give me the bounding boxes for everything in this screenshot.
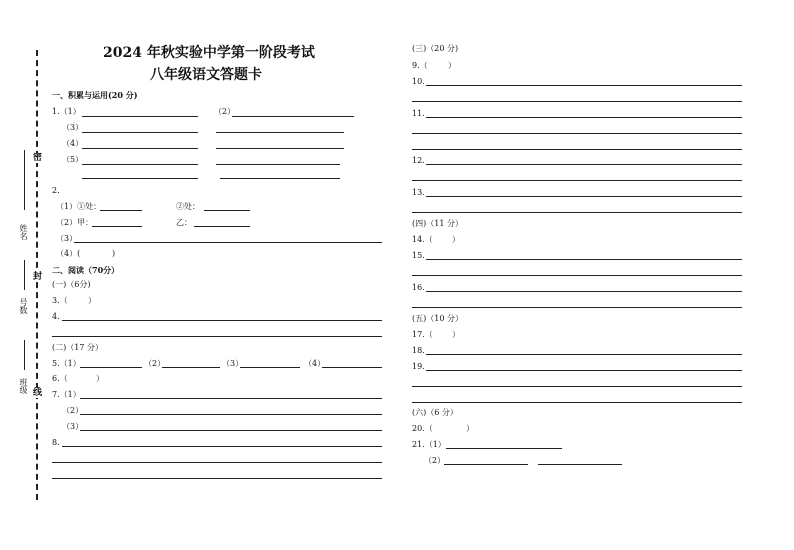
q1-3-label: （3）: [62, 123, 84, 132]
q17-close: ）: [452, 330, 460, 339]
exam-title: 2024 年秋实验中学第一阶段考试: [103, 45, 315, 61]
q19-answer-line-2[interactable]: [412, 386, 742, 387]
q2-2b-answer-line[interactable]: [194, 226, 250, 227]
q5-3-answer-line[interactable]: [240, 367, 300, 368]
q20-label: 20.（: [412, 424, 433, 433]
q2-2a-answer-line[interactable]: [92, 226, 142, 227]
q19-label: 19.: [412, 362, 425, 371]
part-1-heading: (一)（6分): [52, 280, 91, 289]
binding-feng: 封: [33, 272, 43, 282]
q8-answer-line-2[interactable]: [52, 462, 382, 463]
q6-label: 6.（: [52, 374, 68, 383]
q1-5-answer-line[interactable]: [82, 164, 198, 165]
q14-close: ）: [452, 235, 460, 244]
q1-6-answer-line[interactable]: [82, 178, 198, 179]
answer-card-title: 八年级语文答题卡: [150, 67, 262, 83]
q2-1b-answer-line[interactable]: [204, 210, 250, 211]
q5-1-label: 5.（1）: [52, 359, 81, 368]
q2-3-answer-line[interactable]: [74, 242, 382, 243]
q9-close: ）: [448, 61, 456, 70]
q2-4-close: ): [112, 249, 116, 258]
q7-1-label: 7.（1）: [52, 390, 81, 399]
q7-2-label: （2）: [62, 406, 84, 415]
q10-answer-line-1[interactable]: [426, 85, 742, 86]
q11-label: 11.: [412, 109, 425, 118]
q4-answer-line-1[interactable]: [62, 320, 382, 321]
q1-1-label: 1.（1）: [52, 107, 81, 116]
q18-answer-line[interactable]: [426, 354, 742, 355]
q13-answer-line-2[interactable]: [412, 212, 742, 213]
q21-2-label: （2）: [424, 456, 446, 465]
q1-5-label: （5）: [62, 155, 84, 164]
q7-3-answer-line[interactable]: [80, 430, 382, 431]
q2-2b-label: 乙：: [176, 218, 192, 227]
q1-4-answer-line[interactable]: [82, 148, 198, 149]
section-2-heading: 二、阅读（70分）: [52, 265, 120, 275]
q15-label: 15.: [412, 251, 425, 260]
q1-1-answer-line[interactable]: [82, 116, 198, 117]
q1-2-answer-line[interactable]: [232, 116, 354, 117]
class-label: 班级: [19, 378, 28, 394]
q11-answer-line-2[interactable]: [412, 133, 742, 134]
q1-2-label: （2）: [214, 107, 236, 116]
q21-2b-answer-line[interactable]: [538, 464, 622, 465]
q21-1-answer-line[interactable]: [446, 448, 562, 449]
q10-label: 10.: [412, 77, 425, 86]
part-3-heading: (三)（20 分): [412, 44, 459, 53]
q5-3-label: （3）: [222, 359, 244, 368]
q8-answer-line-3[interactable]: [52, 478, 382, 479]
name-label: 姓名: [19, 224, 28, 240]
q2-1a-answer-line[interactable]: [100, 210, 142, 211]
q1-4b-answer-line[interactable]: [216, 148, 344, 149]
q5-4-answer-line[interactable]: [322, 367, 382, 368]
q21-2-answer-line[interactable]: [444, 464, 528, 465]
q1-5b-answer-line[interactable]: [216, 164, 340, 165]
q18-label: 18.: [412, 346, 425, 355]
q1-6b-answer-line[interactable]: [220, 178, 340, 179]
q6-close: ）: [96, 374, 104, 383]
q12-answer-line-2[interactable]: [412, 180, 742, 181]
part-6-heading: (六)（6 分）: [412, 408, 458, 417]
q17-label: 17.（: [412, 330, 433, 339]
q7-3-label: （3）: [62, 422, 84, 431]
q14-label: 14.（: [412, 235, 433, 244]
q16-answer-line-1[interactable]: [426, 291, 742, 292]
q4-label: 4.: [52, 312, 60, 321]
q2-1b-label: ②处：: [176, 202, 200, 211]
q13-answer-line-1[interactable]: [426, 196, 742, 197]
q4-answer-line-2[interactable]: [52, 336, 382, 337]
q3-label: 3.（: [52, 296, 68, 305]
q7-2-answer-line[interactable]: [80, 414, 382, 415]
id-field-line[interactable]: [24, 260, 25, 290]
section-1-heading: 一、积累与运用(20 分): [52, 90, 138, 100]
q2-3-label: （3）: [56, 234, 78, 243]
part-2-heading: (二)（17 分）: [52, 343, 103, 352]
q21-1-label: 21.（1）: [412, 440, 446, 449]
name-field-line[interactable]: [24, 150, 25, 210]
q11-answer-line-1[interactable]: [426, 117, 742, 118]
q5-1-answer-line[interactable]: [80, 367, 142, 368]
q20-close: ）: [466, 424, 474, 433]
q2-2a-label: （2）甲：: [56, 218, 94, 227]
q2-label: 2.: [52, 186, 60, 195]
q8-answer-line-1[interactable]: [62, 446, 382, 447]
q1-3b-answer-line[interactable]: [216, 132, 344, 133]
q3-close: ）: [88, 296, 96, 305]
q11-answer-line-3[interactable]: [412, 149, 742, 150]
q16-answer-line-2[interactable]: [412, 307, 742, 308]
q12-answer-line-1[interactable]: [426, 164, 742, 165]
q1-3-answer-line[interactable]: [82, 132, 198, 133]
q15-answer-line-1[interactable]: [426, 259, 742, 260]
q15-answer-line-2[interactable]: [412, 275, 742, 276]
q2-4-label: （4）(: [56, 249, 81, 258]
q1-4-label: （4）: [62, 139, 84, 148]
q12-label: 12.: [412, 156, 425, 165]
id-label: 号数: [19, 298, 28, 314]
part-4-heading: (四)（11 分）: [412, 219, 463, 228]
q5-2-label: （2）: [144, 359, 166, 368]
binding-mi: 密: [33, 153, 43, 163]
q13-label: 13.: [412, 188, 425, 197]
q10-answer-line-2[interactable]: [412, 101, 742, 102]
q19-answer-line-3[interactable]: [412, 402, 742, 403]
q5-2-answer-line[interactable]: [162, 367, 220, 368]
q16-label: 16.: [412, 283, 425, 292]
binding-xian: 线: [33, 388, 43, 398]
q7-1-answer-line[interactable]: [80, 398, 382, 399]
q19-answer-line-1[interactable]: [426, 370, 742, 371]
q9-label: 9.（: [412, 61, 428, 70]
q2-1a-label: （1）①处：: [56, 202, 102, 211]
q5-4-label: （4）: [304, 359, 326, 368]
class-field-line[interactable]: [24, 340, 25, 370]
part-5-heading: (五)（10 分）: [412, 314, 463, 323]
q8-label: 8.: [52, 438, 60, 447]
